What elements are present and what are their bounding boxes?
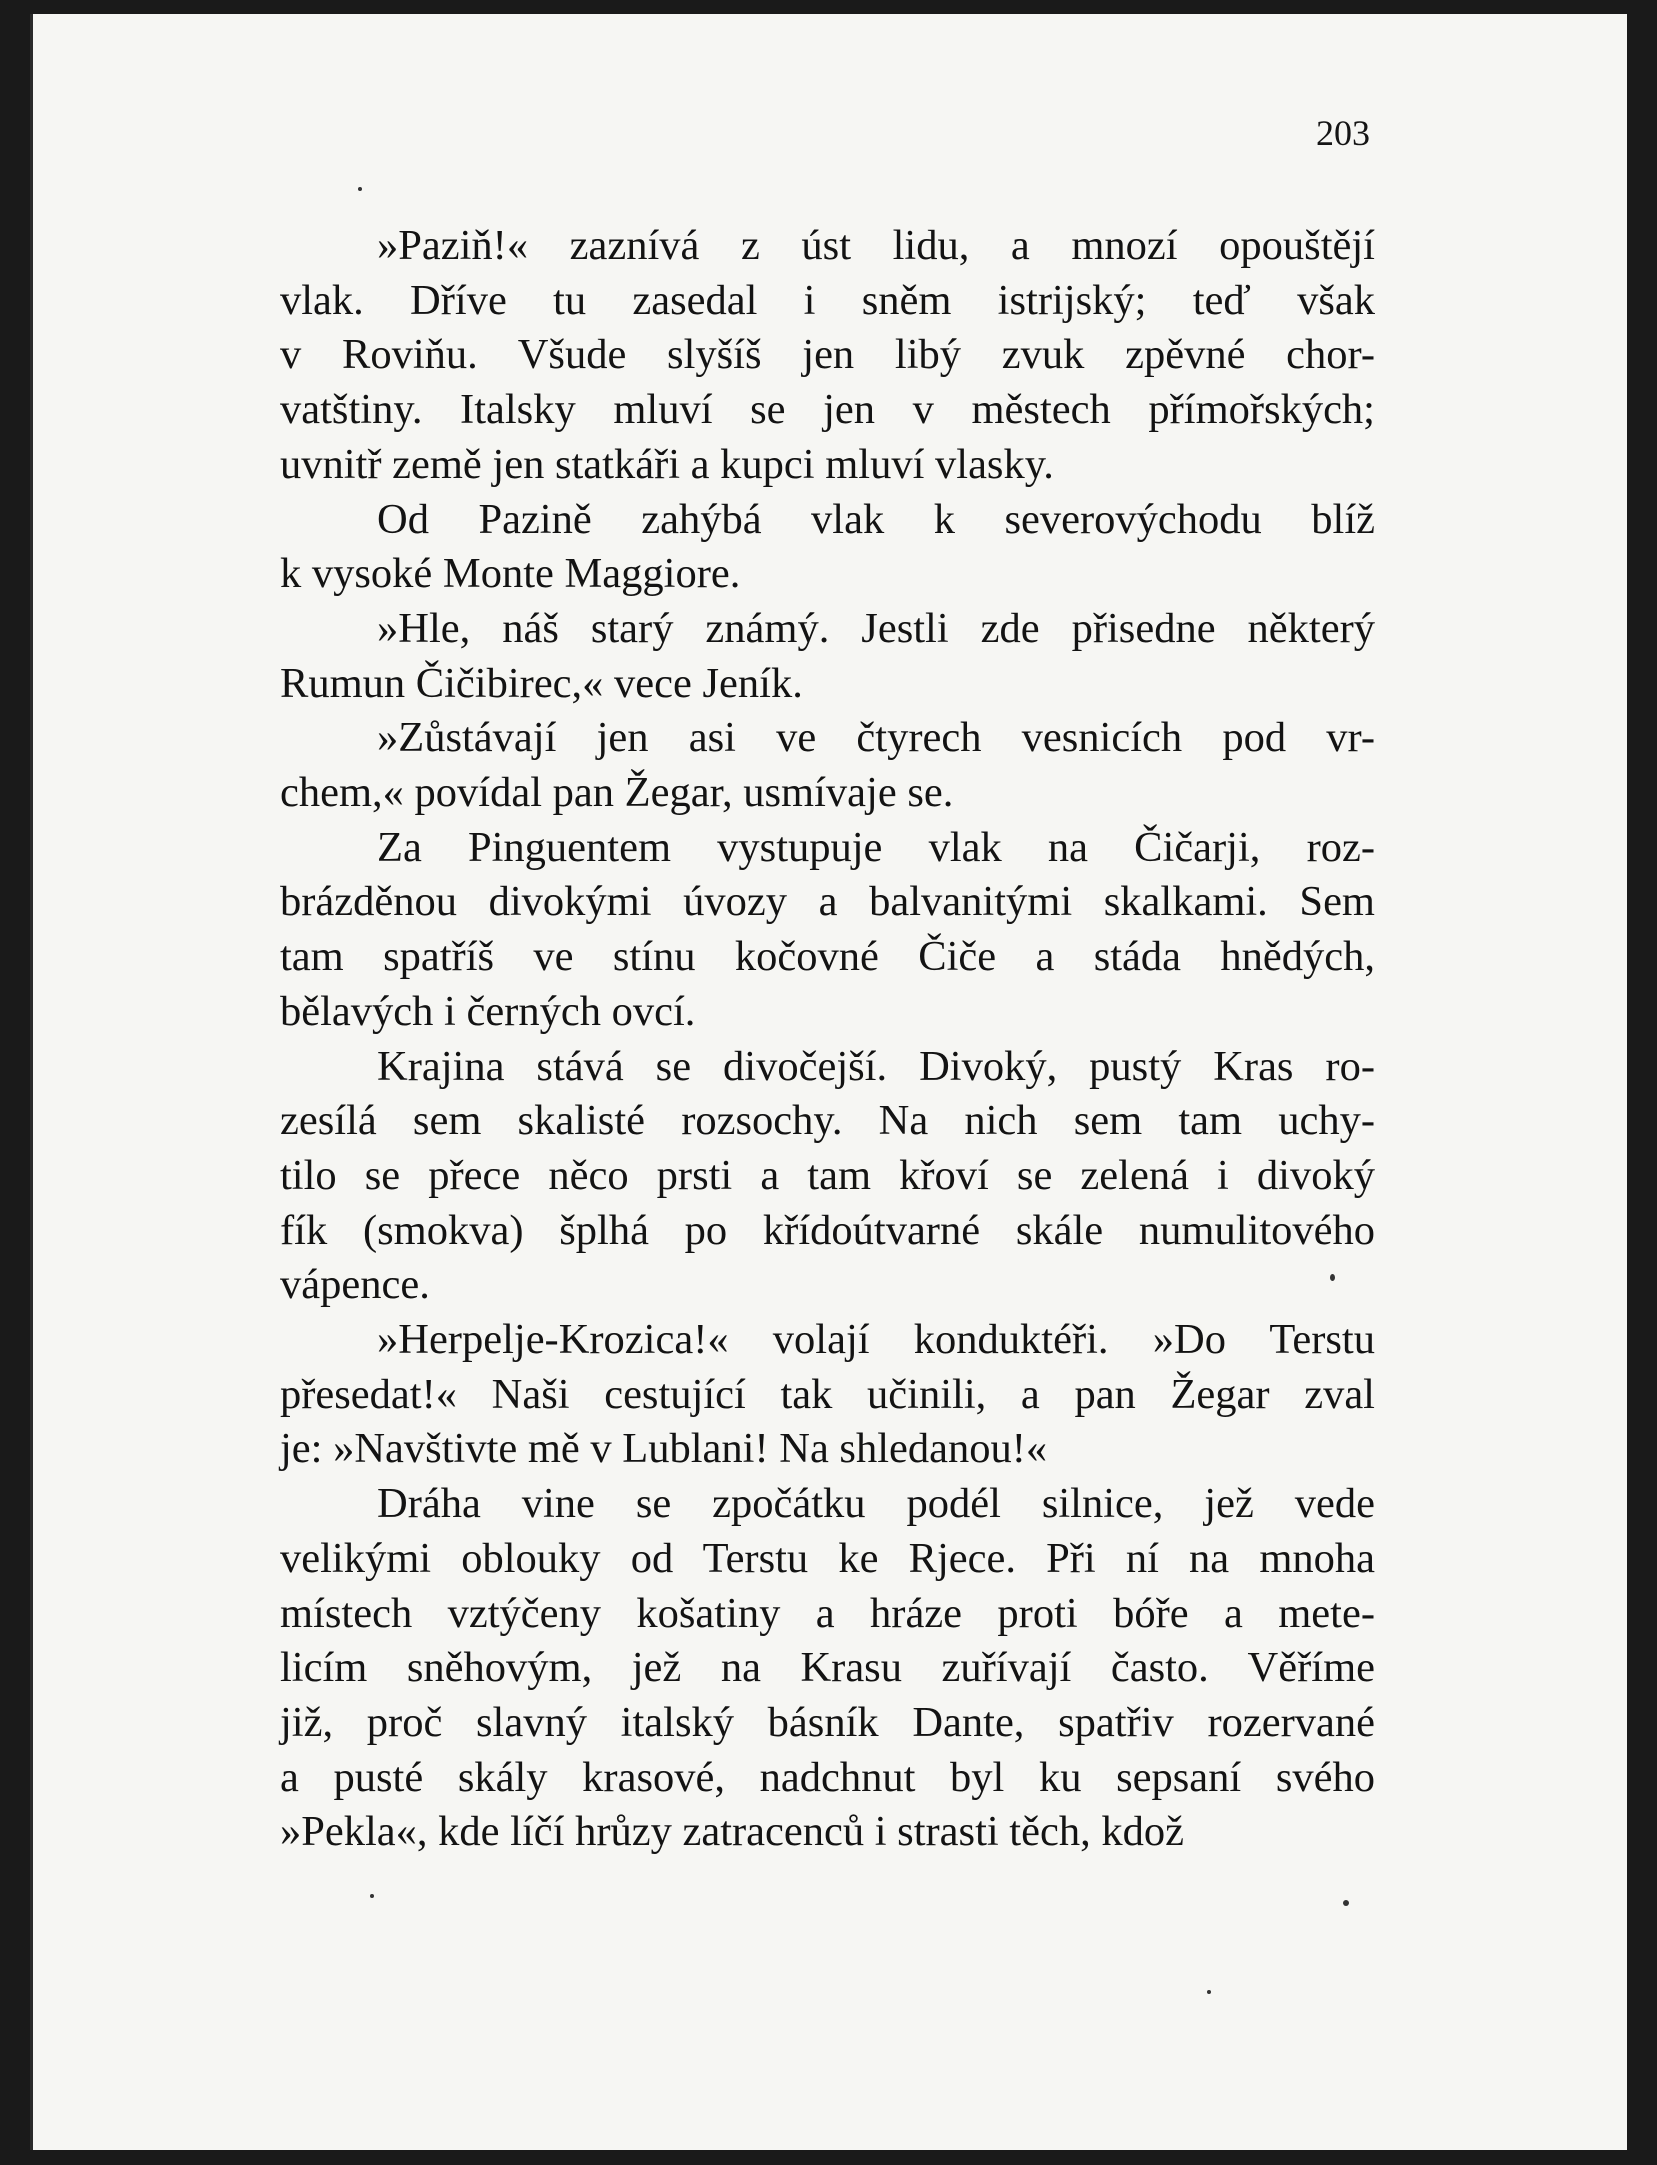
specks [358,187,362,191]
text-line: licím sněhovým, jež na Krasu zuřívají často. Věříme [280,1644,1375,1692]
text-line: vatštiny. Italsky mluví se jen v městech přímořských; [280,386,1375,434]
paragraph [280,493,1375,602]
body-text [280,219,1375,1860]
text-line: je: »Navštivte mě v Lublani! Na shledanou!« [280,1425,1048,1473]
text-line: tam spatříš ve stínu kočovné Čiče a stáda hnědých, [280,933,1375,981]
text-line: a pusté skály krasové, nadchnut byl ku sepsaní svého [280,1753,1375,1801]
text-line: fík (smokva) šplhá po křídoútvarné skále numulitového [280,1206,1375,1254]
specks [1343,1900,1349,1906]
text-line: »Herpelje-Krozica!« volají konduktéři. »Do Terstu [377,1316,1375,1364]
page-left-edge [30,14,33,2150]
text-line: »Zůstávají jen asi ve čtyrech vesnicích pod vr- [377,714,1375,762]
text-line: »Pekla«, kde líčí hrůzy zatracenců i strasti těch, kdož [280,1808,1184,1856]
paragraph [280,219,1375,493]
text-line: Dráha vine se zpočátku podél silnice, jež vede [377,1480,1375,1528]
page-number: 203 [1316,113,1370,153]
text-line: tilo se přece něco prsti a tam křoví se zelená i divoký [280,1151,1375,1199]
paragraph [280,1477,1375,1860]
paragraph [280,1040,1375,1314]
text-line: »Paziň!« zaznívá z úst lidu, a mnozí opouštějí [377,222,1375,269]
text-line: v Roviňu. Všude slyšíš jen libý zvuk zpěvné chor- [280,331,1375,379]
text-line: uvnitř země jen statkáři a kupci mluví vlasky. [280,440,1054,488]
text-line: k vysoké Monte Maggiore. [280,550,741,598]
text-line: Za Pinguentem vystupuje vlak na Čičarji, roz- [377,823,1375,871]
book-page [30,14,1627,2150]
specks [1207,1990,1211,1994]
text-line: místech vztýčeny košatiny a hráze proti bóře a mete- [280,1589,1375,1637]
text-line: Rumun Čičibirec,« vece Jeník. [280,659,803,707]
text-line: přesedat!« Naši cestující tak učinili, a pan Žegar zval [280,1370,1375,1418]
text-line: Od Pazině zahýbá vlak k severovýchodu blíž [377,495,1375,543]
scan-top-border [0,0,1657,14]
paragraph [280,711,1375,820]
paragraph [280,821,1375,1040]
text-line: již, proč slavný italský básník Dante, spatřiv rozervané [280,1698,1375,1746]
text-line: vápence. [280,1261,430,1309]
text-line: zesílá sem skalisté rozsochy. Na nich sem tam uchy- [280,1097,1375,1145]
text-line: velikými oblouky od Terstu ke Rjece. Při ní na mnoha [280,1534,1375,1582]
specks [370,1894,374,1898]
text-line: chem,« povídal pan Žegar, usmívaje se. [280,769,954,817]
text-line: bělavých i černých ovcí. [280,987,696,1035]
text-line: vlak. Dříve tu zasedal i sněm istrijský; teď však [280,276,1375,324]
text-line: »Hle, náš starý známý. Jestli zde přisedne některý [377,604,1375,652]
text-line: brázděnou divokými úvozy a balvanitými skalkami. Sem [280,878,1375,926]
paragraph [280,602,1375,711]
paragraph [280,1313,1375,1477]
text-line: Krajina stává se divočejší. Divoký, pustý Kras ro- [377,1042,1375,1090]
